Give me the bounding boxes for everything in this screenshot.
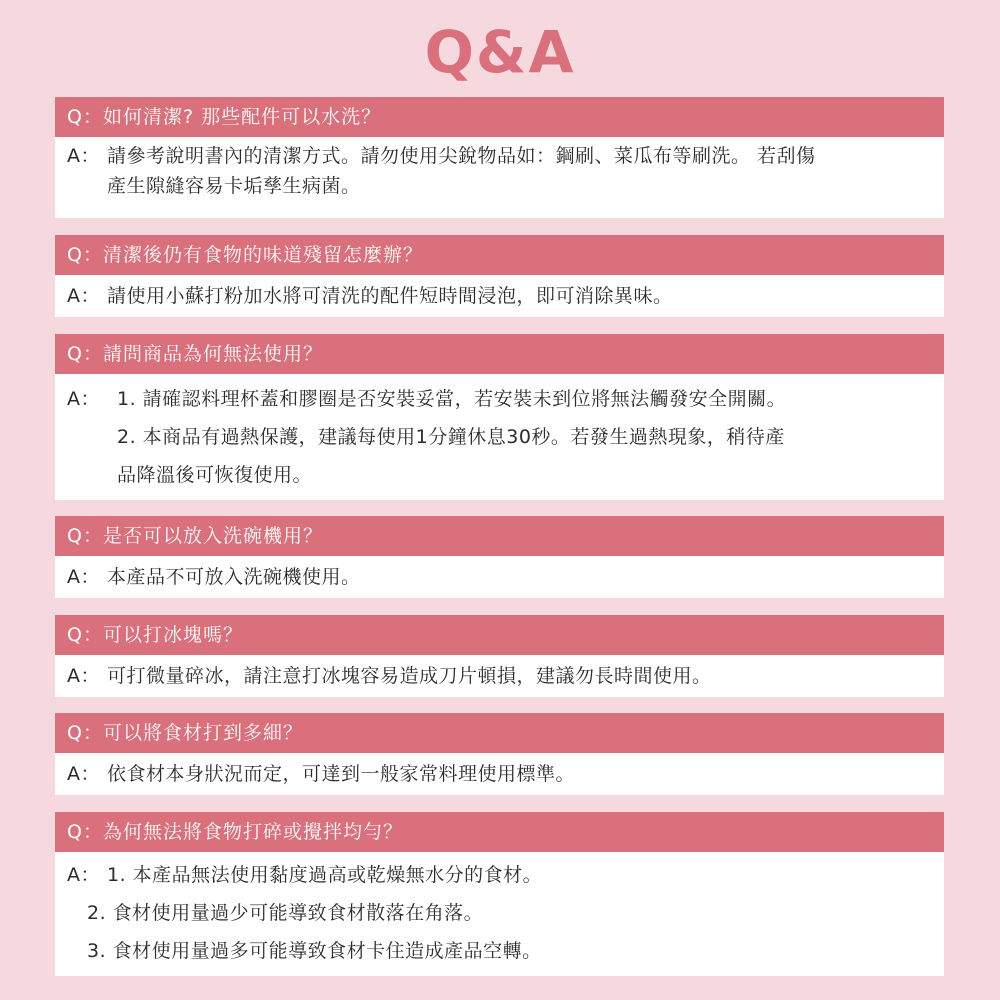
answer-box <box>55 556 944 598</box>
answer-box <box>55 137 944 218</box>
question-bar: Q：可以將食材打到多細？ <box>55 713 944 753</box>
question-bar: Q：請問商品為何無法使用？ <box>55 334 944 374</box>
question-bar: Q：是否可以放入洗碗機用？ <box>55 516 944 556</box>
qa-item-5 <box>55 615 944 697</box>
answer-text: 2. 食材使用量過少可能導致食材散落在角落。 <box>87 902 484 924</box>
question-bar: Q：為何無法將食物打碎或攪拌均勻？ <box>55 812 944 852</box>
qa-item-1 <box>55 97 944 218</box>
answer-label: A： <box>67 665 100 687</box>
answer-text: 1. 本產品無法使用黏度過高或乾燥無水分的食材。 <box>107 864 543 886</box>
question-bar: Q：如何清潔? 那些配件可以水洗？ <box>55 97 944 137</box>
qa-item-6 <box>55 713 944 795</box>
answer-label: A： <box>67 285 100 307</box>
qa-item-4 <box>55 516 944 598</box>
answer-box <box>55 753 944 795</box>
page-title: Q&A <box>424 18 576 86</box>
answer-label: A： <box>67 566 100 588</box>
question-bar: Q：清潔後仍有食物的味道殘留怎麼辦？ <box>55 235 944 275</box>
answer-text: 2. 本商品有過熱保護，建議每使用1分鐘休息30秒。若發生過熱現象，稍待產 <box>117 426 785 448</box>
answer-text: 品降溫後可恢復使用。 <box>117 464 313 486</box>
qa-item-2 <box>55 235 944 317</box>
question-bar: Q：可以打冰塊嗎？ <box>55 615 944 655</box>
answer-box <box>55 275 944 317</box>
qa-item-7 <box>55 812 944 976</box>
answer-label: A： <box>67 145 100 167</box>
qa-item-3 <box>55 334 944 500</box>
answer-label: A： <box>67 763 100 785</box>
answer-label: A： <box>67 388 100 410</box>
answer-label: A： <box>67 864 100 886</box>
answer-text: 產生隙縫容易卡垢孳生病菌。 <box>107 175 361 197</box>
answer-text: 3. 食材使用量過多可能導致食材卡住造成產品空轉。 <box>87 940 542 962</box>
answer-text: 本產品不可放入洗碗機使用。 <box>107 566 361 588</box>
answer-text: 可打微量碎冰，請注意打冰塊容易造成刀片頓損，建議勿長時間使用。 <box>107 665 712 687</box>
answer-box <box>55 374 944 500</box>
answer-box <box>55 852 944 976</box>
answer-text: 請使用小蘇打粉加水將可清洗的配件短時間浸泡，即可消除異味。 <box>107 285 673 307</box>
answer-text: 1. 請確認料理杯蓋和膠圈是否安裝妥當，若安裝未到位將無法觸發安全開關。 <box>117 388 787 410</box>
answer-box <box>55 655 944 697</box>
answer-text: 依食材本身狀況而定，可達到一般家常料理使用標準。 <box>107 763 576 785</box>
answer-text: 請參考說明書內的清潔方式。請勿使用尖銳物品如：鋼刷、菜瓜布等刷洗。 若刮傷 <box>107 145 816 167</box>
